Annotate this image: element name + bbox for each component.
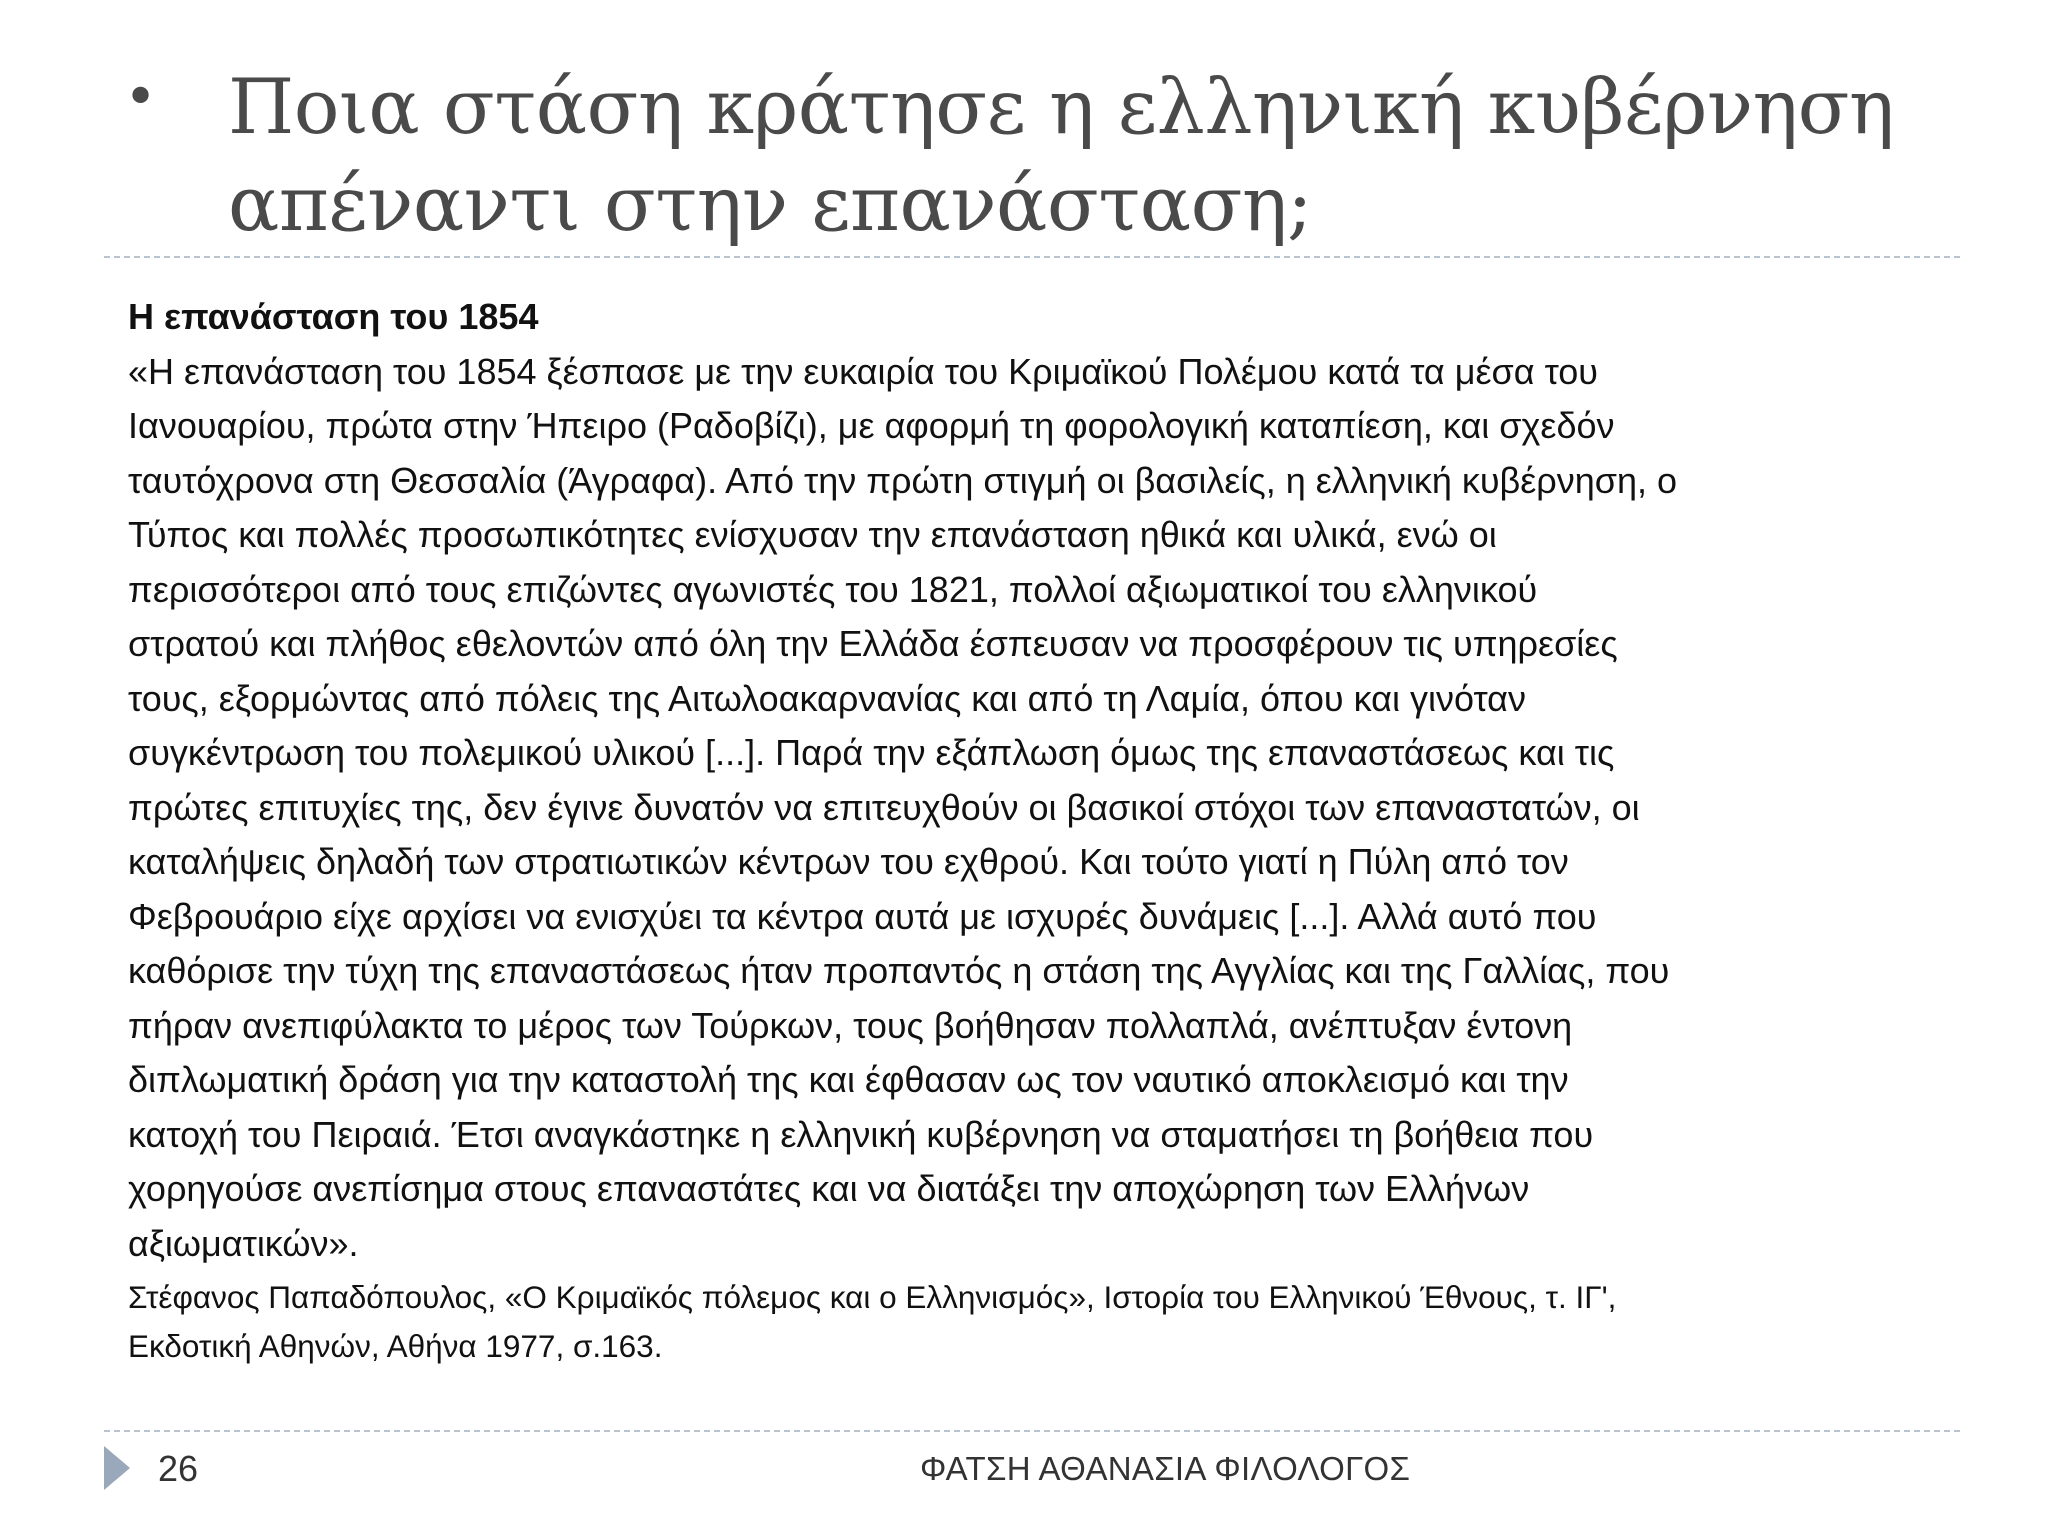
slide-title	[228, 58, 1928, 252]
bullet-dot-icon: •	[124, 65, 158, 130]
slide-title-line: απέναντι στην επανάσταση;	[228, 159, 1313, 248]
quote-line: διπλωματική δράση για την καταστολή της και έφθασαν ως τον ναυτικό αποκλεισμό και την	[128, 1059, 1569, 1100]
citation-line: Στέφανος Παπαδόπουλος, «Ο Κριμαϊκός πόλεμος και ο Ελληνισμός», Ιστορία του Ελληνικού Έθνους, τ. ΙΓ',	[128, 1279, 1617, 1315]
quote-line: καταλήψεις δηλαδή των στρατιωτικών κέντρων του εχθρού. Και τούτο γιατί η Πύλη από τον	[128, 841, 1569, 882]
quote-block	[128, 345, 1978, 1272]
slide-title-line: Ποια στάση κράτησε η ελληνική κυβέρνηση	[228, 62, 1895, 151]
bottom-divider	[104, 1430, 1960, 1432]
section-heading: Η επανάσταση του 1854	[128, 296, 539, 337]
quote-line: περισσότεροι από τους επιζώντες αγωνιστές του 1821, πολλοί αξιωματικοί του ελληνικού	[128, 568, 1538, 610]
quote-line: «Η επανάσταση του 1854 ξέσπασε με την ευκαιρία του Κριμαϊκού Πολέμου κατά τα μέσα του	[128, 350, 1598, 392]
quote-line: Τύπος και πολλές προσωπικότητες ενίσχυσαν την επανάσταση ηθικά και υλικά, ενώ οι	[128, 514, 1497, 555]
top-divider	[104, 256, 1960, 258]
quote-line: Ιανουαρίου, πρώτα στην Ήπειρο (Ραδοβίζι), με αφορμή τη φορολογική καταπίεση, και σχεδόν	[128, 405, 1615, 446]
quote-line: αξιωματικών».	[128, 1222, 359, 1264]
quote-line: Φεβρουάριο είχε αρχίσει να ενισχύει τα κέντρα αυτά με ισχυρές δυνάμεις [...]. Αλλά αυτό που	[128, 895, 1597, 937]
quote-line: χορηγούσε ανεπίσημα στους επαναστάτες και να διατάξει την αποχώρηση των Ελλήνων	[128, 1168, 1530, 1209]
quote-line: στρατού και πλήθος εθελοντών από όλη την Ελλάδα έσπευσαν να προσφέρουν τις υπηρεσίες	[128, 623, 1618, 664]
quote-line: καθόρισε την τύχη της επαναστάσεως ήταν προπαντός η στάση της Αγγλίας και της Γαλλίας, που	[128, 950, 1670, 991]
citation-line: Εκδοτική Αθηνών, Αθήνα 1977, σ.163.	[128, 1328, 663, 1364]
quote-line: πήραν ανεπιφύλακτα το μέρος των Τούρκων, τους βοήθησαν πολλαπλά, ανέπτυξαν έντονη	[128, 1004, 1573, 1046]
slide-content	[128, 290, 1978, 1371]
quote-line: τους, εξορμώντας από πόλεις της Αιτωλοακαρνανίας και από τη Λαμία, όπου και γινόταν	[128, 677, 1526, 719]
footer-author: ΦΑΤΣΗ ΑΘΑΝΑΣΙΑ ΦΙΛΟΛΟΓΟΣ	[920, 1450, 1411, 1487]
triangle-right-icon	[104, 1446, 130, 1490]
quote-line: ταυτόχρονα στη Θεσσαλία (Άγραφα). Από την πρώτη στιγμή οι βασιλείς, η ελληνική κυβέρνηση, ο	[128, 459, 1678, 501]
page-number: 26	[158, 1448, 199, 1489]
quote-line: κατοχή του Πειραιά. Έτσι αναγκάστηκε η ελληνική κυβέρνηση να σταματήσει τη βοήθεια που	[128, 1113, 1594, 1155]
citation	[128, 1273, 1978, 1371]
quote-line: συγκέντρωση του πολεμικού υλικού [...]. Παρά την εξάπλωση όμως της επαναστάσεως και τις	[128, 732, 1615, 773]
quote-line: πρώτες επιτυχίες της, δεν έγινε δυνατόν να επιτευχθούν οι βασικοί στόχοι των επαναστατών, οι	[128, 786, 1640, 828]
